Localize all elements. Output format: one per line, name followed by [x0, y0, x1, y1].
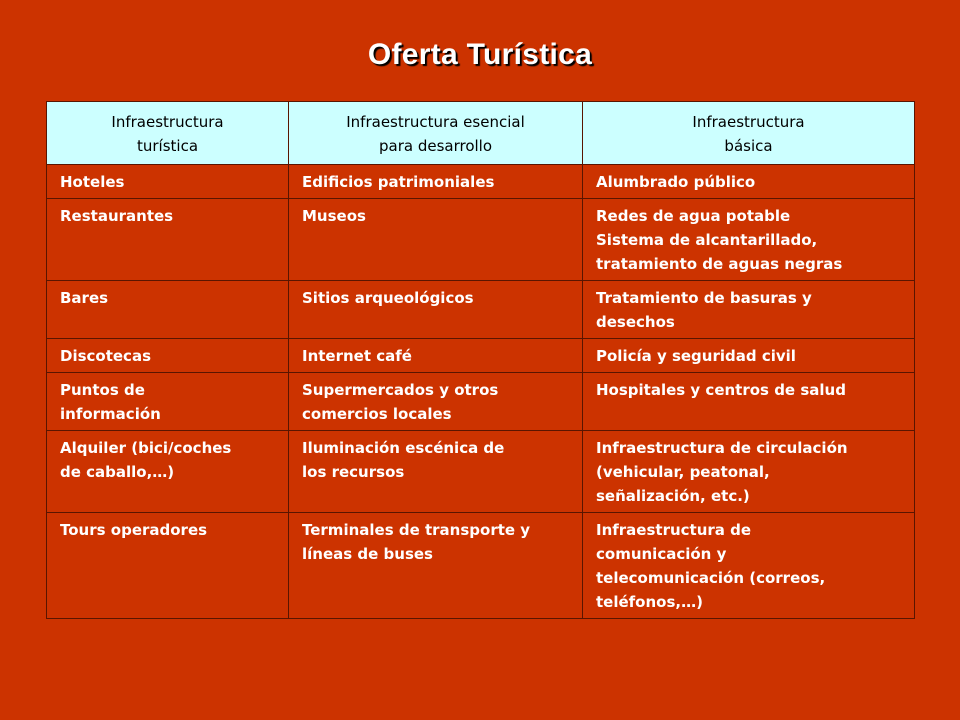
table-cell: Puntos de información: [47, 373, 289, 431]
table-header-row: [47, 102, 915, 165]
table-cell: Museos: [289, 199, 583, 281]
table-cell: Internet café: [289, 339, 583, 373]
table-cell: Policía y seguridad civil: [583, 339, 915, 373]
table-row: [47, 165, 915, 199]
table-cell: Infraestructura de comunicación y telecomunicación (correos, teléfonos,…): [583, 513, 915, 619]
table-cell: Redes de agua potable Sistema de alcantarillado, tratamiento de aguas negras: [583, 199, 915, 281]
header-basic-infrastructure: Infraestructura básica: [583, 102, 915, 165]
table-row: [47, 199, 915, 281]
header-tourist-infrastructure: Infraestructura turística: [47, 102, 289, 165]
table-cell: Iluminación escénica de los recursos: [289, 431, 583, 513]
table-row: [47, 339, 915, 373]
table-cell: Infraestructura de circulación (vehicular, peatonal, señalización, etc.): [583, 431, 915, 513]
table-cell: Alquiler (bici/coches de caballo,…): [47, 431, 289, 513]
table-cell: Edificios patrimoniales: [289, 165, 583, 199]
table-cell: Supermercados y otros comercios locales: [289, 373, 583, 431]
table-cell: Tratamiento de basuras y desechos: [583, 281, 915, 339]
tourism-offer-table: [46, 101, 915, 619]
table-cell: Terminales de transporte y líneas de buses: [289, 513, 583, 619]
table-cell: Tours operadores: [47, 513, 289, 619]
table-cell: Bares: [47, 281, 289, 339]
table-row: [47, 281, 915, 339]
table-row: [47, 513, 915, 619]
table-row: [47, 373, 915, 431]
table-cell: Hospitales y centros de salud: [583, 373, 915, 431]
table-cell: Sitios arqueológicos: [289, 281, 583, 339]
table-row: [47, 431, 915, 513]
table-cell: Restaurantes: [47, 199, 289, 281]
slide-title: Oferta Turística: [367, 38, 593, 71]
header-essential-infrastructure: Infraestructura esencial para desarrollo: [289, 102, 583, 165]
table-cell: Discotecas: [47, 339, 289, 373]
table-cell: Hoteles: [47, 165, 289, 199]
table-cell: Alumbrado público: [583, 165, 915, 199]
